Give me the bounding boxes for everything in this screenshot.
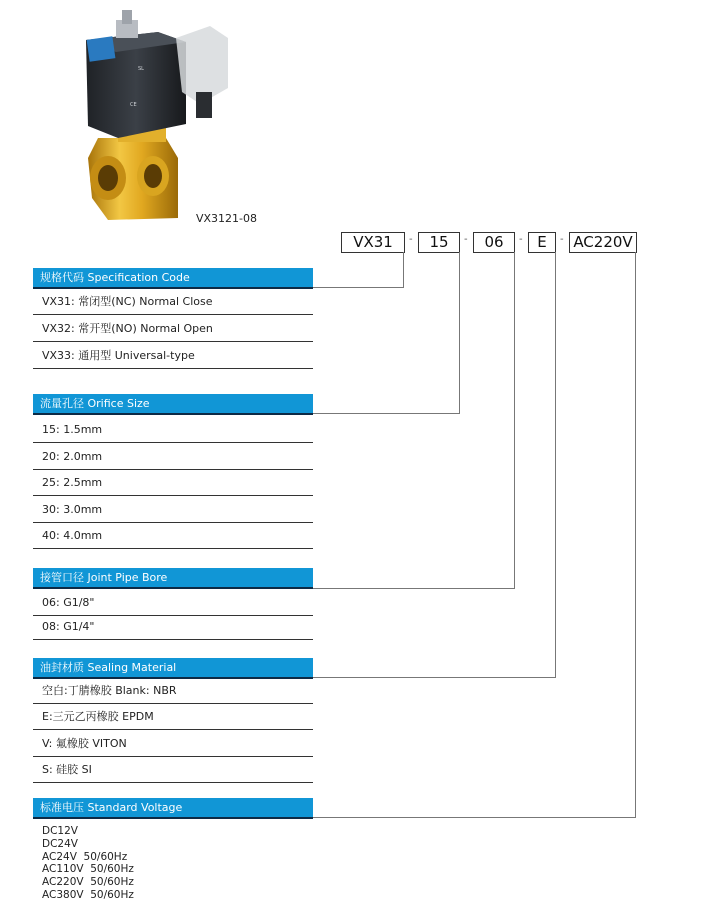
voltage-item: AC220V 50/60Hz bbox=[42, 876, 134, 889]
option-seal-epdm: E:三元乙丙橡胶 EPDM bbox=[33, 704, 313, 730]
code-separator: - bbox=[560, 234, 564, 245]
code-separator: - bbox=[409, 234, 413, 245]
code-box-spec: VX31 bbox=[341, 232, 405, 253]
code-separator: - bbox=[464, 234, 468, 245]
connector-voltage bbox=[313, 252, 636, 818]
voltage-item: DC12V bbox=[42, 825, 78, 837]
solenoid-valve-image bbox=[78, 8, 248, 230]
option-orifice-25: 25: 2.5mm bbox=[33, 470, 313, 496]
option-bore-08: 08: G1/4" bbox=[33, 614, 313, 640]
voltage-item: DC24V bbox=[42, 837, 78, 850]
option-bore-06: 06: G1/8" bbox=[33, 590, 313, 616]
svg-text:CE: CE bbox=[130, 102, 137, 108]
voltage-item: AC380V 50/60Hz bbox=[42, 888, 134, 901]
option-orifice-40: 40: 4.0mm bbox=[33, 523, 313, 549]
code-box-orifice: 15 bbox=[418, 232, 460, 253]
option-spec-vx31: VX31: 常闭型(NC) Normal Close bbox=[33, 289, 313, 315]
code-box-seal: E bbox=[528, 232, 556, 253]
option-spec-vx32: VX32: 常开型(NO) Normal Open bbox=[33, 316, 313, 342]
code-box-bore: 06 bbox=[473, 232, 515, 253]
voltage-item: AC110V 50/60Hz bbox=[42, 863, 134, 876]
code-separator: - bbox=[519, 234, 523, 245]
code-box-voltage: AC220V bbox=[569, 232, 637, 253]
section-header-bore: 接管口径 Joint Pipe Bore bbox=[33, 568, 313, 587]
section-header-orifice: 流量孔径 Orifice Size bbox=[33, 394, 313, 413]
voltage-item: AC24V 50/60Hz bbox=[42, 850, 128, 863]
section-header-seal: 油封材质 Sealing Material bbox=[33, 658, 313, 677]
section-header-voltage: 标准电压 Standard Voltage bbox=[33, 798, 313, 817]
option-orifice-20: 20: 2.0mm bbox=[33, 444, 313, 470]
option-seal-si: S: 硅胶 SI bbox=[33, 757, 313, 783]
option-seal-nbr: 空白:丁腈橡胶 Blank: NBR bbox=[33, 678, 313, 704]
option-orifice-15: 15: 1.5mm bbox=[33, 417, 313, 443]
option-orifice-30: 30: 3.0mm bbox=[33, 497, 313, 523]
coil-label-text: SL bbox=[138, 66, 144, 72]
section-header-spec: 规格代码 Specification Code bbox=[33, 268, 313, 287]
model-caption: VX3121-08 bbox=[196, 212, 258, 225]
option-spec-vx33: VX33: 通用型 Universal-type bbox=[33, 343, 313, 369]
option-seal-viton: V: 氟橡胶 VITON bbox=[33, 731, 313, 757]
voltage-list bbox=[42, 825, 134, 902]
